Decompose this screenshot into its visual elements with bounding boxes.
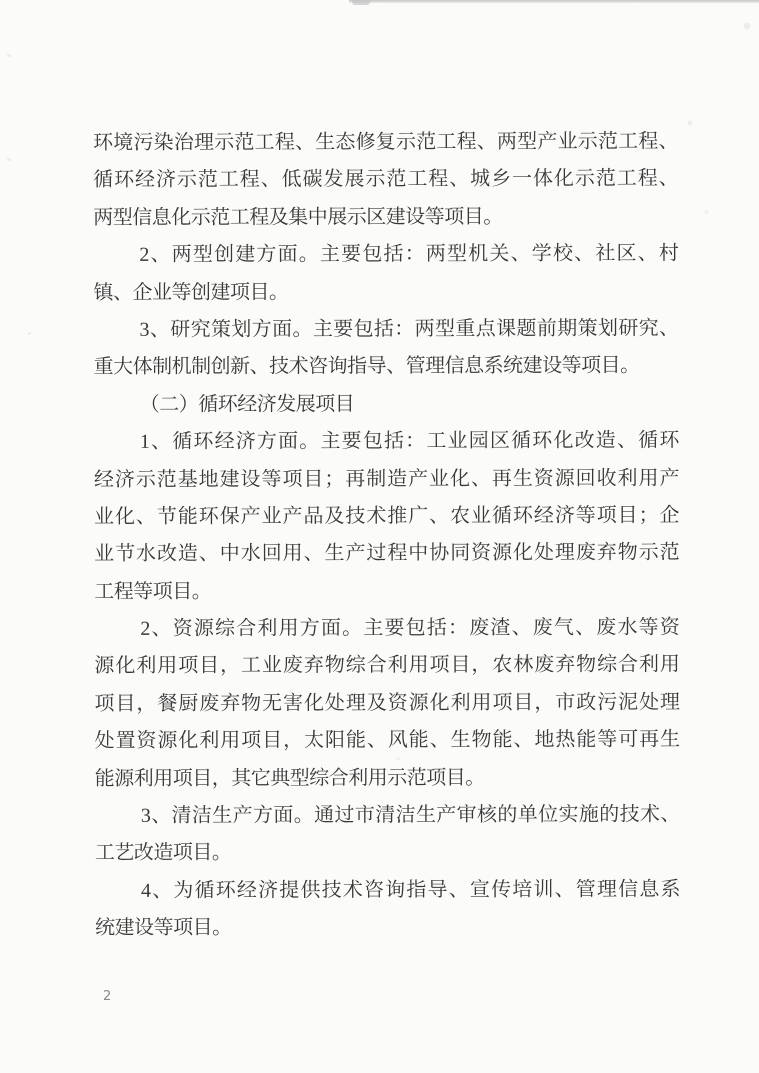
scan-speck (7, 54, 11, 57)
text-line: 环境污染治理示范工程、生态修复示范工程、两型产业示范工程、 (93, 130, 679, 154)
text-line: 业节水改造、中水回用、生产过程中协同资源化处理废弃物示范 (94, 541, 680, 566)
text-line: 镇、企业等创建项目。 (93, 281, 289, 304)
text-line: 重大体制机制创新、技术咨询指导、管理信息系统建设等项目。 (93, 354, 640, 379)
text-line: 4、为循环经济提供技术咨询指导、宣传培训、管理信息系 (140, 878, 681, 902)
text-line: 项目，餐厨废弃物无害化处理及资源化利用项目，市政污泥处理 (94, 691, 680, 715)
text-line: 2、资源综合利用方面。主要包括：废渣、废气、废水等资 (140, 616, 680, 640)
text-line: 业化、节能环保产业产品及技术推广、农业循环经济等项目；企 (93, 504, 680, 528)
scanner-edge-blob (352, 0, 370, 5)
text-line: 能源利用项目，其它典型综合利用示范项目。 (94, 766, 485, 790)
text-line: 循环经济示范工程、低碳发展示范工程、城乡一体化示范工程、 (93, 167, 679, 192)
text-line: 经济示范基地建设等项目；再制造产业化、再生资源回收利用产 (93, 466, 679, 491)
text-line: 3、清洁生产方面。通过市清洁生产审核的单位实施的技术、 (140, 803, 680, 827)
page-number: 2 (103, 989, 112, 1004)
text-line: 3、研究策划方面。主要包括：两型重点课题前期策划研究、 (139, 317, 679, 341)
text-line: （二）循环经济发展项目 (139, 393, 355, 416)
text-line: 处置资源化利用项目，太阳能、风能、生物能、地热能等可再生 (94, 728, 680, 753)
scan-speck (7, 158, 11, 161)
text-line: 工程等项目。 (94, 580, 212, 603)
scan-speck (28, 332, 31, 335)
text-line: 2、两型创建方面。主要包括：两型机关、学校、社区、村 (139, 242, 679, 267)
text-line: 统建设等项目。 (95, 916, 232, 940)
text-line: 1、循环经济方面。主要包括：工业园区循环化改造、循环 (139, 429, 679, 454)
text-line: 两型信息化示范工程及集中展示区建设等项目。 (93, 205, 503, 229)
text-line: 工艺改造项目。 (94, 842, 232, 865)
text-line: 源化利用项目，工业废弃物综合利用项目，农林废弃物综合利用 (94, 653, 680, 678)
scanner-edge-artifact (349, 0, 759, 3)
document-body (93, 123, 680, 947)
scan-speck (704, 210, 709, 214)
